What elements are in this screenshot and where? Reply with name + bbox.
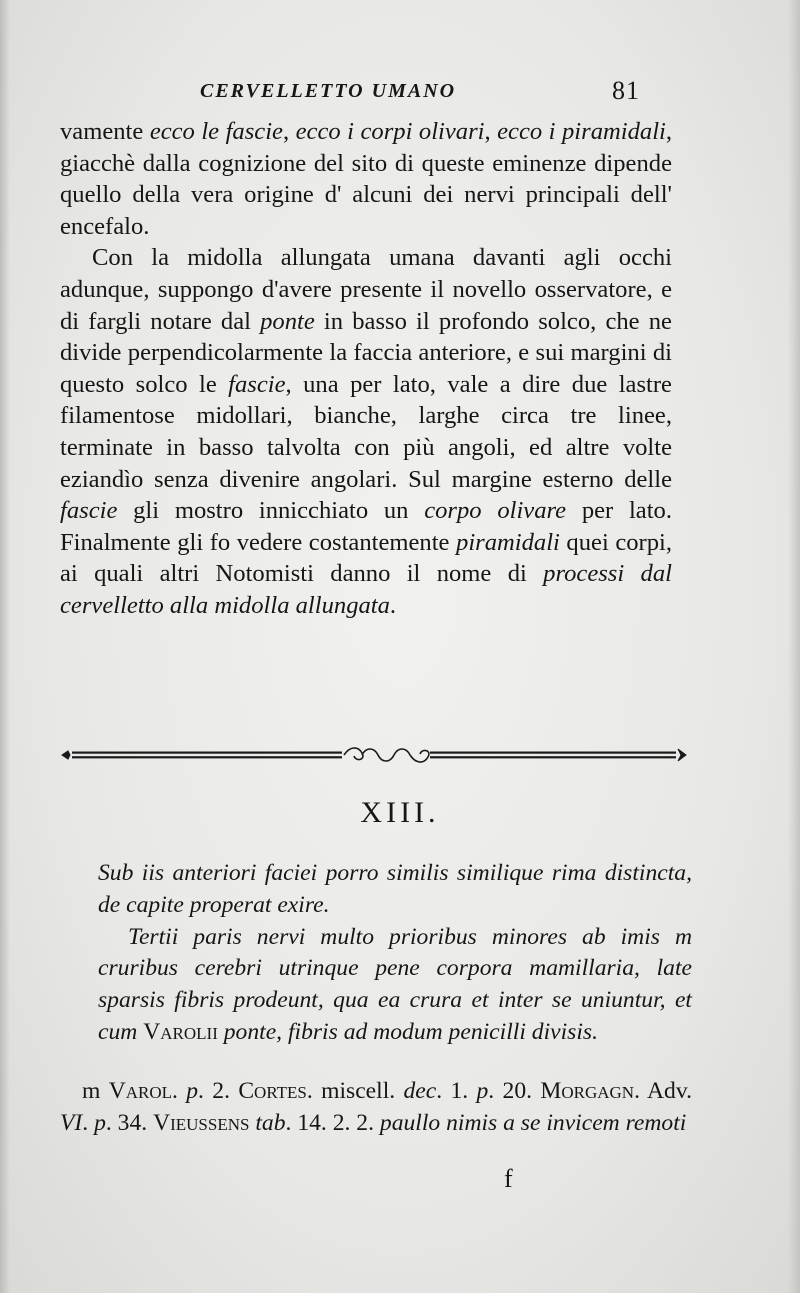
signature-mark: f <box>504 1164 513 1193</box>
running-head <box>200 76 640 106</box>
footnote-run: tab <box>255 1109 286 1136</box>
page-number: 81 <box>612 76 640 105</box>
italian-text-run: quei corpi, ai quali altri Notomisti danno il nome di <box>60 528 673 588</box>
footnote-run: . 14. 2. 2. <box>285 1109 380 1136</box>
footnote-text <box>60 1078 692 1136</box>
footnote-run: . <box>82 1109 95 1136</box>
italian-text-run: ecco i piramidali <box>497 118 666 145</box>
footnote-run: dec <box>403 1078 437 1104</box>
footnote-run: Vieussens <box>153 1109 250 1136</box>
italian-text-run: in basso il profondo solco, che ne divide perpendicolarmente la faccia anteriore, e sui margini di questo solco le <box>60 307 672 398</box>
footnote-run: paullo nimis a se invicem remoti <box>379 1109 687 1136</box>
footnote-run: . Adv. <box>634 1078 692 1104</box>
latin-author-name: Varolii <box>143 1018 218 1045</box>
italian-text-run: ecco le fascie <box>149 118 283 145</box>
footnote-run: Cortes <box>238 1078 307 1104</box>
footnote-run: . miscell. <box>306 1078 404 1104</box>
italian-text-run: per lato. Finalmente gli fo vedere costantemente <box>60 497 673 556</box>
italian-paragraph-1 <box>60 118 672 240</box>
footnote-run: . 20. <box>488 1078 541 1104</box>
page-edge-left <box>0 0 10 1293</box>
footnote <box>60 1076 692 1140</box>
italian-text-run: ecco i corpi olivari <box>295 118 485 145</box>
latin-paragraph-2-part-a: Tertii paris nervi multo prioribus minores ab imis m cruribus cerebri utrinque pene corpora mamillaria, late sparsis fibris prodeunt, qua ea crura et inter se uniuntur, et cum <box>98 923 692 1045</box>
latin-text <box>98 858 692 1049</box>
footnote-run: . 1. <box>436 1078 477 1104</box>
italian-text-run: fascie <box>60 497 118 525</box>
italian-text-run: , una per lato, vale a dire due lastre filamentose midollari, bianche, larghe circa tre linee, terminate in basso talvolta con più angoli, ed altre volte eziandìo senza divenire angolari. Sul margine esterno delle <box>60 370 672 493</box>
footnote-run: Varol <box>108 1078 173 1104</box>
italian-text-run: , <box>282 118 296 145</box>
footnote-run: . 34. <box>105 1109 154 1136</box>
italian-text-run: , giacchè dalla cognizione del sito di queste eminenze dipende quello della vera origine d' alcuni dei nervi principali dell' encefalo. <box>60 118 673 240</box>
italian-paragraph-2 <box>60 244 672 619</box>
italian-text-run: fascie <box>228 370 286 398</box>
italian-text-run: ponte <box>260 307 315 335</box>
italian-text <box>60 116 672 622</box>
latin-paragraph-1: Sub iis anteriori faciei porro similis similique rima distincta, de capite properat exire. <box>98 860 692 918</box>
footnote-run: Morgagn <box>540 1078 635 1104</box>
page-edge-right <box>788 0 800 1293</box>
italian-text-run: gli mostro innicchiato un <box>117 497 425 525</box>
footnote-run: p <box>186 1078 199 1104</box>
latin-paragraph-2-part-b: ponte, fibris ad modum penicilli divisis. <box>217 1018 598 1045</box>
italian-text-run: piramidali <box>456 528 560 556</box>
section-heading: XIII. <box>360 796 440 829</box>
footnote-run: . <box>172 1078 187 1104</box>
footnote-run: p <box>476 1078 489 1104</box>
ornament-center-flourish <box>344 748 429 762</box>
ornament-left-tip <box>62 751 70 759</box>
footnote-run: . 2. <box>198 1078 239 1104</box>
footnote-run: VI <box>60 1109 83 1136</box>
footnote-run: m <box>82 1078 109 1104</box>
footnote-run: p <box>94 1109 106 1136</box>
italian-text-run: corpo olivare <box>424 497 567 525</box>
ornamental-rule <box>60 740 688 770</box>
italian-text-run: vamente <box>60 118 150 145</box>
italian-text-run: . <box>389 591 397 619</box>
italian-text-run: , <box>484 118 498 145</box>
running-title: CERVELLETTO UMANO <box>200 80 457 102</box>
ornament-right-tip <box>678 749 686 761</box>
italian-text-run: Con la midolla allungata umana davanti agli occhi adunque, suppongo d'avere presente il novello osservatore, e di fargli notare dal <box>60 244 672 335</box>
italian-text-run: processi dal cervelletto alla midolla allungata <box>60 560 672 619</box>
